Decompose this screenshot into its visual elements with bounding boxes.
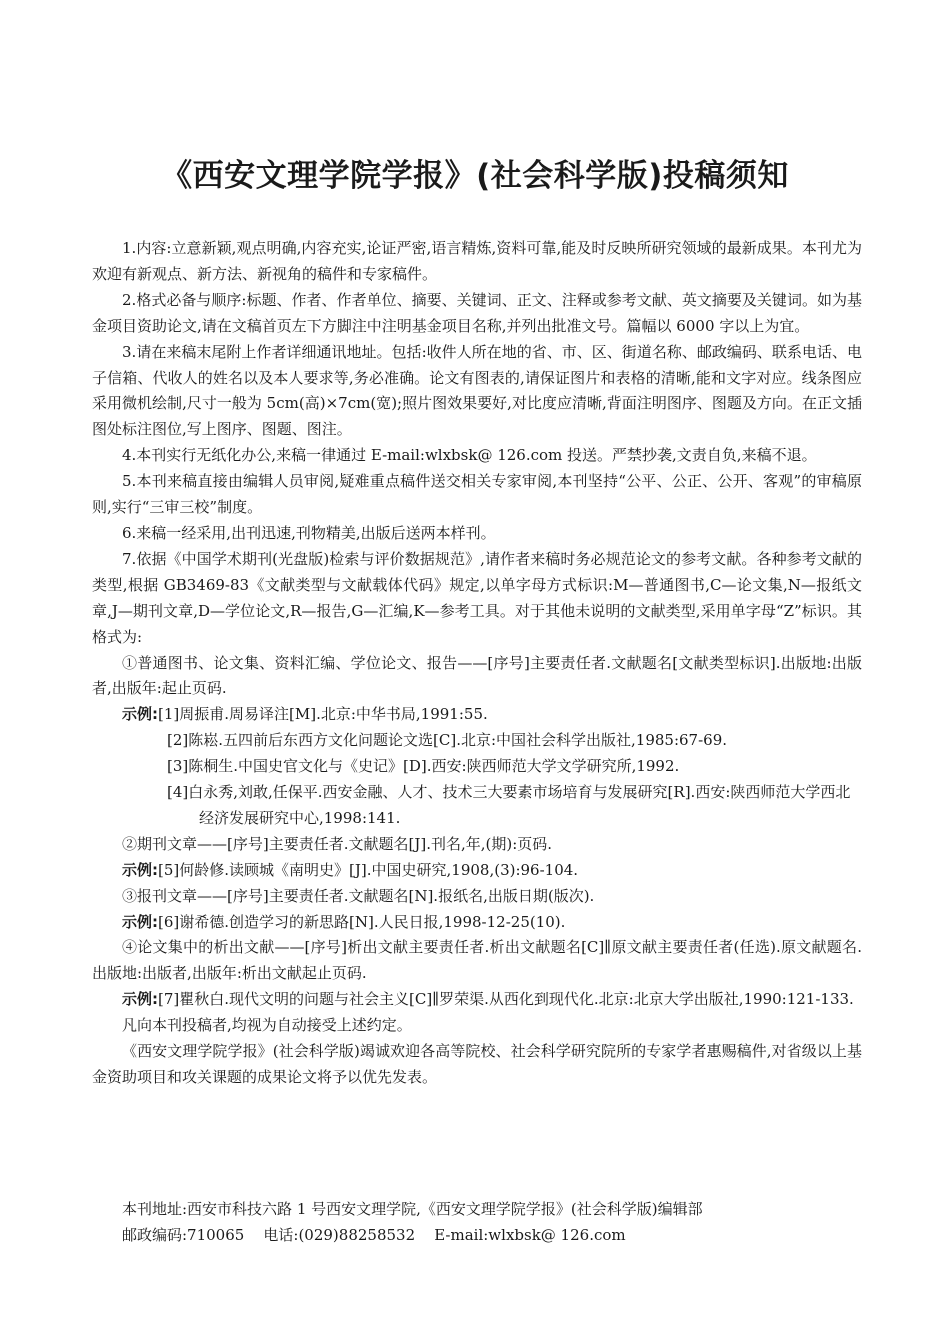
example-ref: [5]何龄修.读顾城《南明史》[J].中国史研究,1908,(3):96-104. <box>158 860 579 879</box>
contact-info: 邮政编码:710065 电话:(029)88258532 E-mail:wlxbsk@ 126.com <box>122 1226 626 1244</box>
example-ref: [4]白永秀,刘敢,任保平.西安金融、人才、技术三大要素市场培育与发展研究[R].西安:陕西师范大学西北经济发展研究中心,1998:141. <box>167 783 851 827</box>
example-label: 示例: <box>122 912 158 931</box>
format-collection: ④论文集中的析出文献——[序号]析出文献主要责任者.析出文献题名[C]∥原文献主要责任者(任选).原文献题名.出版地:出版者,出版年:析出文献起止页码. <box>92 938 862 983</box>
example-line <box>92 702 862 728</box>
paragraph-review: 5.本刊来稿直接由编辑人员审阅,疑难重点稿件送交相关专家审阅,本刊坚持“公平、公正、公开、客观”的审稿原则,实行“三审三校”制度。 <box>92 472 862 517</box>
example-line <box>92 910 862 936</box>
contact-footer <box>122 1196 862 1248</box>
paragraph-references: 7.依据《中国学术期刊(光盘版)检索与评价数据规范》,请作者来稿时务必规范论文的参考文献。各种参考文献的类型,根据 GB3469-83《文献类型与文献载体代码》规定,以单字母方式标识:M—普通图书,C—论文集,N—报纸文章,J—期刊文章,D—学位论文,R—报告,G—汇编,K—参考工具。对于其他未说明的文献类型,采用单字母“Z”标识。其格式为: <box>92 549 862 646</box>
format-book: ①普通图书、论文集、资料汇编、学位论文、报告——[序号]主要责任者.文献题名[文献类型标识].出版地:出版者,出版年:起止页码. <box>92 653 862 698</box>
example-label: 示例: <box>122 705 158 724</box>
format-newspaper: ③报刊文章——[序号]主要责任者.文献题名[N].报纸名,出版日期(版次). <box>122 886 595 905</box>
paragraph-email: 4.本刊实行无纸化办公,来稿一律通过 E-mail:wlxbsk@ 126.com 投送。严禁抄袭,文责自负,来稿不退。 <box>122 446 817 465</box>
example-ref: [1]周振甫.周易译注[M].北京:中华书局,1991:55. <box>158 705 488 724</box>
format-journal: ②期刊文章——[序号]主要责任者.文献题名[J].刊名,年,(期):页码. <box>122 834 553 853</box>
example-label: 示例: <box>122 990 158 1009</box>
closing-agreement: 凡向本刊投稿者,均视为自动接受上述约定。 <box>122 1016 412 1035</box>
editorial-address: 本刊地址:西安市科技六路 1 号西安文理学院,《西安文理学院学报》(社会科学版)编辑部 <box>122 1200 703 1218</box>
example-ref: [3]陈桐生.中国史官文化与《史记》[D].西安:陕西师范大学文学研究所,1992. <box>167 757 680 776</box>
document-body <box>92 236 862 1091</box>
paragraph-publication: 6.来稿一经采用,出刊迅速,刊物精美,出版后送两本样刊。 <box>122 523 496 542</box>
example-ref: [6]谢希德.创造学习的新思路[N].人民日报,1998-12-25(10). <box>158 912 566 931</box>
example-label: 示例: <box>122 860 158 879</box>
closing-welcome: 《西安文理学院学报》(社会科学版)竭诚欢迎各高等院校、社会科学研究院所的专家学者惠赐稿件,对省级以上基金资助项目和攻关课题的成果论文将予以优先发表。 <box>92 1042 862 1086</box>
example-line <box>92 987 862 1013</box>
example-line <box>92 858 862 884</box>
paragraph-address: 3.请在来稿末尾附上作者详细通讯地址。包括:收件人所在地的省、市、区、街道名称、邮政编码、联系电话、电子信箱、代收人的姓名以及本人要求等,务必准确。论文有图表的,请保证图片和表格的清晰,能和文字对应。线条图应采用微机绘制,尺寸一般为 5cm(高)×7cm(宽);照片图效果要好,对比度应清晰,背面注明图序、图题及方向。在正文插图处标注图位,写上图序、图题、图注。 <box>92 342 862 439</box>
paragraph-content: 1.内容:立意新颖,观点明确,内容充实,论证严密,语言精炼,资料可靠,能及时反映所研究领域的最新成果。本刊尤为欢迎有新观点、新方法、新视角的稿件和专家稿件。 <box>92 239 862 283</box>
example-ref: [2]陈崧.五四前后东西方文化问题论文选[C].北京:中国社会科学出版社,1985:67-69. <box>167 731 728 750</box>
page-title: 《西安文理学院学报》(社会科学版)投稿须知 <box>161 158 789 194</box>
example-ref: [7]瞿秋白.现代文明的问题与社会主义[C]∥罗荣渠.从西化到现代化.北京:北京大学出版社,1990:121-133. <box>158 990 854 1009</box>
paragraph-format: 2.格式必备与顺序:标题、作者、作者单位、摘要、关键词、正文、注释或参考文献、英文摘要及关键词。如为基金项目资助论文,请在文稿首页左下方脚注中注明基金项目名称,并列出批准文号。篇幅以 6000 字以上为宜。 <box>92 290 862 335</box>
